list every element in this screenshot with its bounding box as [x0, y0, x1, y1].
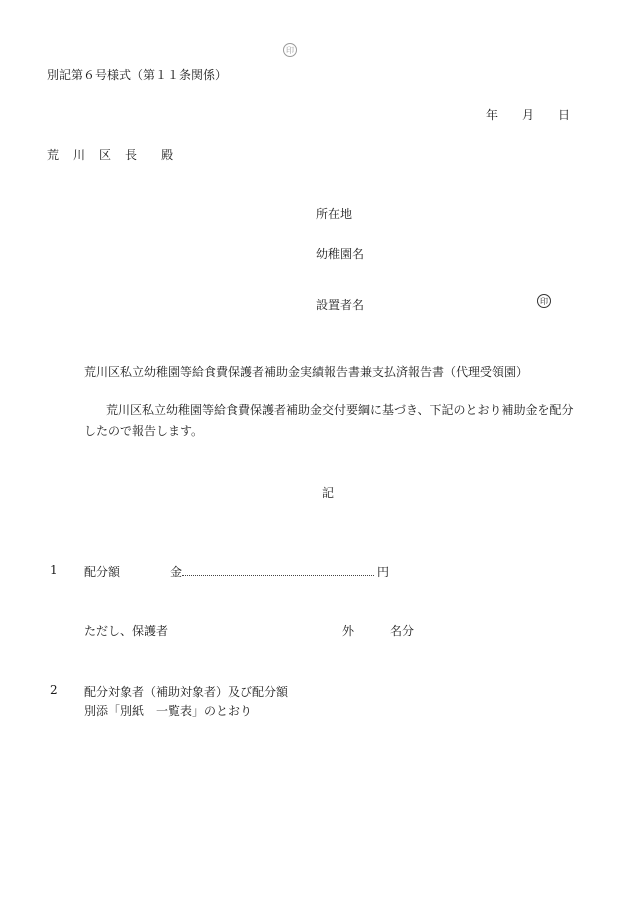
proviso-unit: 名分 — [390, 624, 415, 638]
proviso-soto: 外 — [342, 624, 355, 638]
founder-label: 設置者名 — [316, 298, 365, 312]
addressee-honorific: 殿 — [161, 148, 174, 162]
amount-dotted-line — [182, 575, 374, 576]
date-month: 月 — [522, 108, 535, 122]
item2-label: 配分対象者（補助対象者）及び配分額 — [84, 685, 289, 699]
addressee-char: 区 — [99, 148, 112, 162]
ki-heading: 記 — [322, 486, 335, 500]
addressee-char: 長 — [125, 148, 138, 162]
addressee-char: 荒 — [47, 148, 60, 162]
body-text: 荒川区私立幼稚園等給食費保護者補助金交付要綱に基づき、下記のとおり補助金を配分したので報告します。 — [84, 403, 574, 438]
item1-number: 1 — [50, 563, 58, 577]
form-number: 別記第６号様式（第１１条関係） — [47, 68, 228, 82]
date-line — [486, 106, 570, 123]
addressee — [47, 146, 173, 163]
proviso-label: ただし、保護者 — [84, 624, 169, 638]
item1-label: 配分額 — [84, 565, 121, 579]
amount-prefix: 金 — [170, 565, 183, 579]
item2-note: 別添「別紙 一覧表」のとおり — [84, 704, 253, 718]
item2-number: 2 — [50, 683, 58, 697]
top-seal-mark: 印 — [283, 43, 297, 57]
address-label: 所在地 — [316, 207, 353, 221]
date-year: 年 — [486, 108, 499, 122]
document-title: 荒川区私立幼稚園等給食費保護者補助金実績報告書兼支払済報告書（代理受領園） — [84, 365, 529, 379]
founder-seal-mark: 印 — [537, 294, 551, 308]
kindergarten-label: 幼稚園名 — [316, 247, 365, 261]
addressee-char: 川 — [73, 148, 86, 162]
date-day: 日 — [558, 108, 571, 122]
amount-unit: 円 — [377, 565, 390, 579]
